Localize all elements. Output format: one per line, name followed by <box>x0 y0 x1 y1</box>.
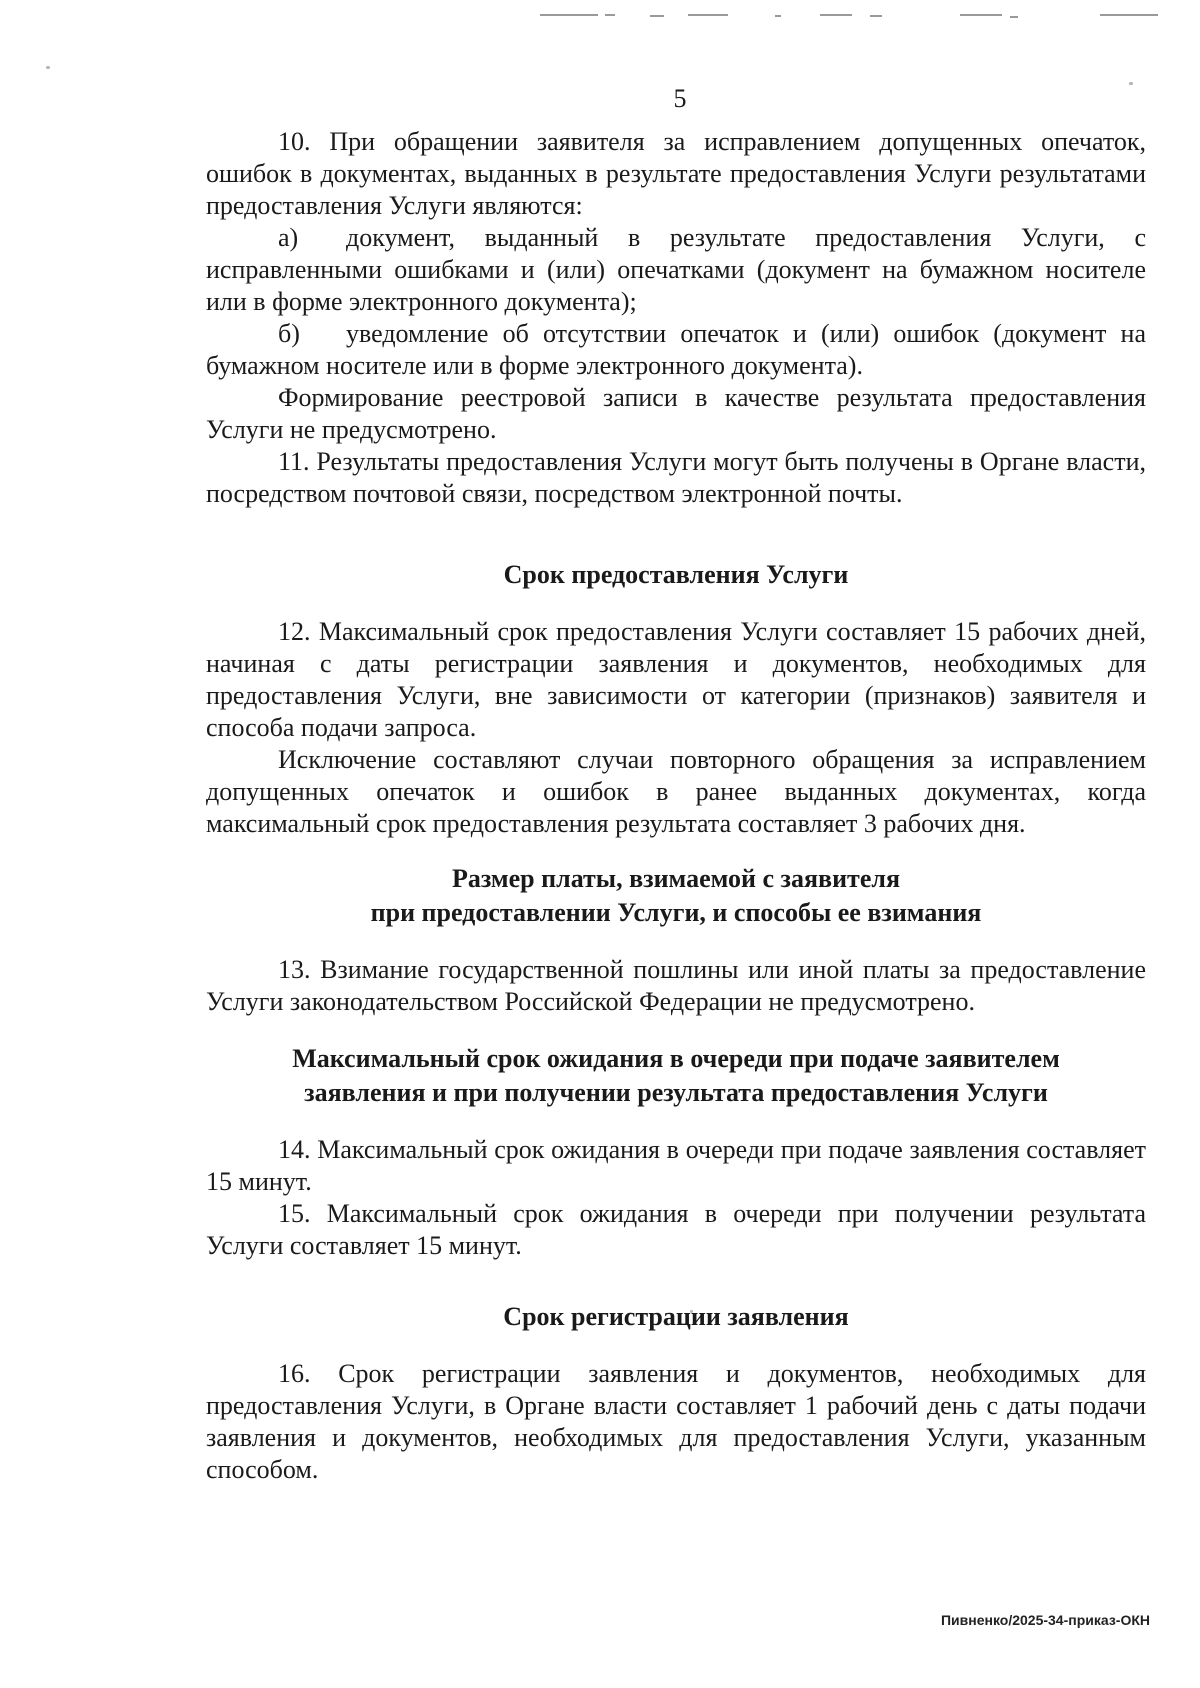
scan-artifact <box>605 14 615 16</box>
scan-artifact <box>1010 16 1018 18</box>
list-item-b-text: уведомление об отсутствии опечаток и (или) ошибок (документ на бумажном носителе или в форме электронного документа). <box>206 319 1146 380</box>
heading-term: Срок предоставления Услуги <box>503 560 849 589</box>
document-footer-code: Пивненко/2025-34-приказ-ОКН <box>940 1612 1150 1628</box>
scan-artifact <box>540 14 598 16</box>
list-marker-b: б) <box>278 319 300 348</box>
page-number: 5 <box>673 84 687 113</box>
scan-artifact <box>820 14 852 16</box>
heading-queue-line-1: Максимальный срок ожидания в очереди при подаче заявителем <box>292 1044 1060 1073</box>
scan-artifact <box>775 15 781 17</box>
heading-fee-line-2: при предоставлении Услуги, и способы ее взимания <box>370 898 982 927</box>
paragraph-15: 15. Максимальный срок ожидания в очереди при получении результата Услуги составляет 15 минут. <box>206 1199 1146 1260</box>
paragraph-11: 11. Результаты предоставления Услуги могут быть получены в Органе власти, посредством почтовой связи, посредством электронной почты. <box>206 447 1146 508</box>
heading-queue-line-2: заявления и при получении результата предоставления Услуги <box>304 1078 1048 1107</box>
paragraph-14: 14. Максимальный срок ожидания в очереди при подаче заявления составляет 15 минут. <box>206 1135 1146 1196</box>
list-item-b <box>206 318 1146 382</box>
heading-registration: Срок регистрации заявления <box>503 1302 849 1331</box>
document-body <box>206 126 1146 1486</box>
scan-artifact <box>688 14 728 16</box>
paragraph-registry: Формирование реестровой записи в качестве результата предоставления Услуги не предусмотрено. <box>206 383 1146 444</box>
scan-speck <box>46 66 50 69</box>
paragraph-12-exception: Исключение составляют случаи повторного обращения за исправлением допущенных опечаток и ошибок в ранее выданных документах, когда максимальный срок предоставления результата составляет 3 рабочих дня. <box>206 745 1146 838</box>
scan-artifact <box>650 15 664 17</box>
paragraph-16: 16. Срок регистрации заявления и документов, необходимых для предоставления Услуги, в Органе власти составляет 1 рабочий день с даты подачи заявления и документов, необходимых для предоставления Услуги, указанным способом. <box>206 1359 1146 1484</box>
paragraph-13: 13. Взимание государственной пошлины или иной платы за предоставление Услуги законодательством Российской Федерации не предусмотрено. <box>206 955 1146 1016</box>
paragraph-12: 12. Максимальный срок предоставления Услуги составляет 15 рабочих дней, начиная с даты регистрации заявления и документов, необходимых для предоставления Услуги, вне зависимости от категории (признаков) заявителя и способа подачи запроса. <box>206 617 1146 742</box>
list-marker-a: а) <box>278 223 299 252</box>
scan-artifact <box>1100 14 1158 16</box>
scan-artifact <box>870 15 882 17</box>
heading-fee-line-1: Размер платы, взимаемой с заявителя <box>451 864 901 893</box>
paragraph-10: 10. При обращении заявителя за исправлением допущенных опечаток, ошибок в документах, выданных в результате предоставления Услуги результатами предоставления Услуги являются: <box>206 127 1146 220</box>
scan-artifact <box>960 14 1002 16</box>
list-item-a-text: документ, выданный в результате предоставления Услуги, с исправленными ошибками и (или) опечатками (документ на бумажном носителе или в форме электронного документа); <box>206 223 1146 316</box>
list-item-a <box>206 222 1146 318</box>
